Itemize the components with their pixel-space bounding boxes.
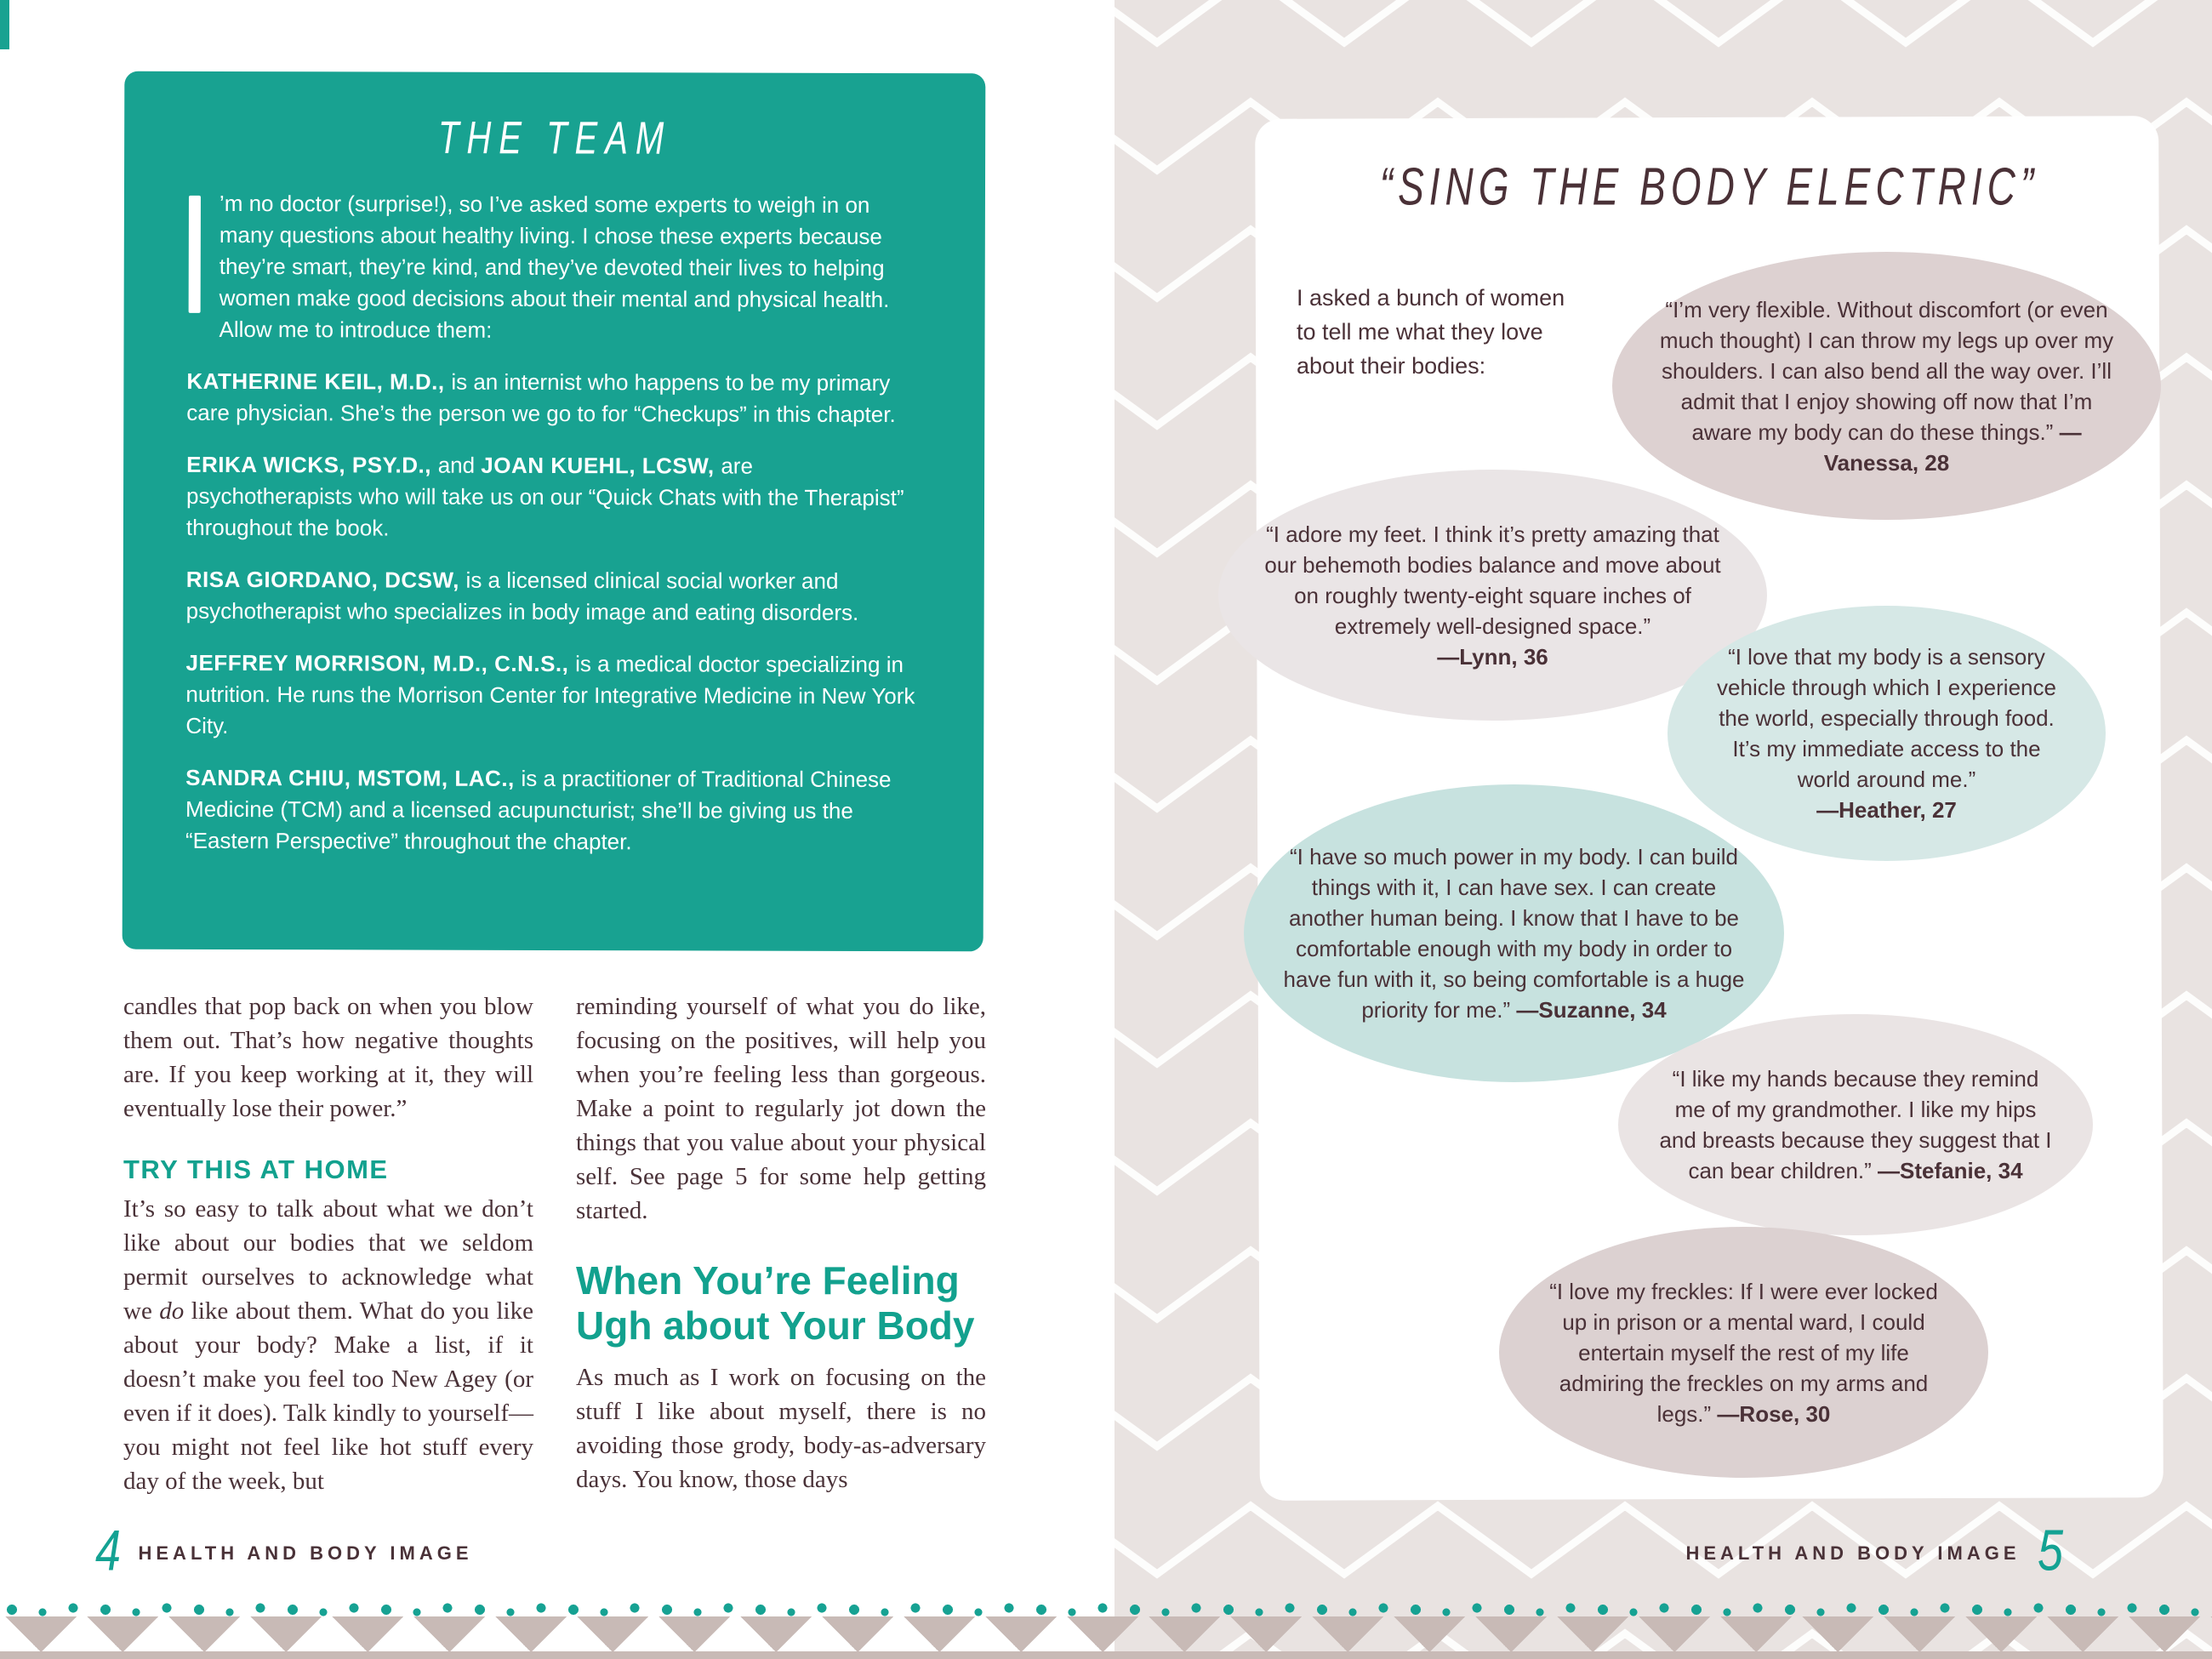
section-heading: When You’re Feeling Ugh about Your Body [576,1258,975,1348]
right-page [1115,0,2212,1659]
page-number-right: 5 [2037,1519,2063,1583]
left-page-footer [95,1519,487,1583]
right-page-intro: I asked a bunch of women to tell me what they love about their bodies: [1297,285,1565,379]
sub-heading: TRY THIS AT HOME [123,1154,389,1184]
running-head-right: HEALTH AND BODY IMAGE [1685,1542,2021,1564]
speech-bubble [1668,606,2106,861]
bubble-text: “I like my hands because they remind me of my grandmother. I like my hips and breasts because they suggest that I can bear children.” —Stefanie, 34 [1659,1066,2052,1183]
body-paragraph: As much as I work on focusing on the stuff I like about myself, there is no avoiding those grody, body-as-adversary days. You know, those days [576,1364,986,1493]
page-number-left: 4 [95,1519,122,1583]
expert-entry: SANDRA CHIU, MSTOM, LAC., is a practitioner of Traditional Chinese Medicine (TCM) and a licensed acupuncturist; she’ll be giving us the “Eastern Perspective” throughout the chapter. [185,764,892,855]
bubble-text: “I love my freckles: If I were ever locked up in prison or a mental ward, I could entertain myself the rest of my life admiring the freckles on my arms and legs.” —Rose, 30 [1549,1278,1938,1427]
team-box-intro: ’m no doctor (surprise!), so I’ve asked some experts to weigh in on many questions about healthy living. I chose these experts because they’re smart, they’re kind, and they’ve devoted their lives to helping women make good decisions about their mental and physical health. Allow me to introduce them: [187,188,922,347]
right-page-title: “SING THE BODY ELECTRIC” [1379,156,2039,217]
experts-list [185,366,922,858]
bottom-zigzag-base [0,1651,2212,1659]
bubble-text: “I adore my feet. I think it’s pretty amazing that our behemoth bodies balance and move about on roughly twenty-eight square inches of extremely well-designed space.” —Lynn, 36 [1264,521,1721,670]
bubble-attribution: —Suzanne, 34 [1516,997,1667,1023]
bubble-text: “I have so much power in my body. I can build things with it, I can have sex. I can create another human being. I know that I have to be comfortable enough with my body in order to have fun with it, so being comfortable is a huge priority for me.” —Suzanne, 34 [1283,844,1745,1023]
bubble-text: “I love that my body is a sensory vehicle through which I experience the world, especially through food. It’s my immediate access to the world around me.” —Heather, 27 [1717,644,2056,823]
team-box-title: THE TEAM [437,112,672,164]
left-column [123,989,533,1498]
body-paragraph: It’s so easy to talk about what we don’t like about our bodies that we seldom permit ourselves to acknowledge what we do like about them. What do you like about your body? Make a list, if it doesn’t make you feel too New Agey (or even if it does). Talk kindly to yourself—you might not feel like hot stuff every day of the week, but [123,1195,533,1495]
right-page-footer [1115,1519,2063,1583]
team-box [123,71,986,952]
bubble-attribution: —Lynn, 36 [1437,643,1548,670]
speech-bubble [1244,784,1784,1082]
expert-entry: JEFFREY MORRISON, M.D., C.N.S., is a medical doctor specializing in nutrition. He runs the Morrison Center for Integrative Medicine in New York City. [185,649,915,738]
right-column [576,989,986,1497]
expert-entry: ERIKA WICKS, PSY.D., and JOAN KUEHL, LCSW, are psychotherapists who will take us on our “Quick Chats with the Therapist” throughout the book. [185,451,904,541]
bubble-attribution: —Rose, 30 [1717,1400,1831,1427]
speech-bubble [1499,1227,1988,1478]
speech-bubble [1612,252,2161,520]
speech-bubble [1618,1014,2093,1235]
running-head-left: HEALTH AND BODY IMAGE [138,1542,473,1564]
drop-cap-i [189,196,201,313]
bottom-zigzag-border [0,1616,2212,1652]
expert-entry: RISA GIORDANO, DCSW, is a licensed clinical social worker and psychotherapist who specializes in body image and eating disorders. [185,566,859,625]
bubble-attribution: —Stefanie, 34 [1878,1158,2023,1183]
bubble-text: “I’m very flexible. Without discomfort (or even much thought) I can throw my legs up over my shoulders. I can also bend all the way over. I’ll admit that I enjoy showing off now that I’m aware my body can do these things.” —Vanessa, 28 [1659,296,2114,476]
body-paragraph: candles that pop back on when you blow them out. That’s how negative thoughts are. If you keep working at it, they will eventually lose their power.” [123,993,533,1122]
teal-corner-mark [0,0,9,49]
bubble-attribution: —Vanessa, 28 [1823,419,2082,476]
body-paragraph: reminding yourself of what you do like, focusing on the positives, will help you when you’re feeling less than gorgeous. Make a point to regularly jot down the things that you value about your physical self. See page 5 for some help getting started. [576,993,986,1224]
bubble-attribution: —Heather, 27 [1816,797,1957,823]
expert-entry: KATHERINE KEIL, M.D., is an internist who happens to be my primary care physician. She’s the person we go to for “Checkups” in this chapter. [186,368,896,428]
